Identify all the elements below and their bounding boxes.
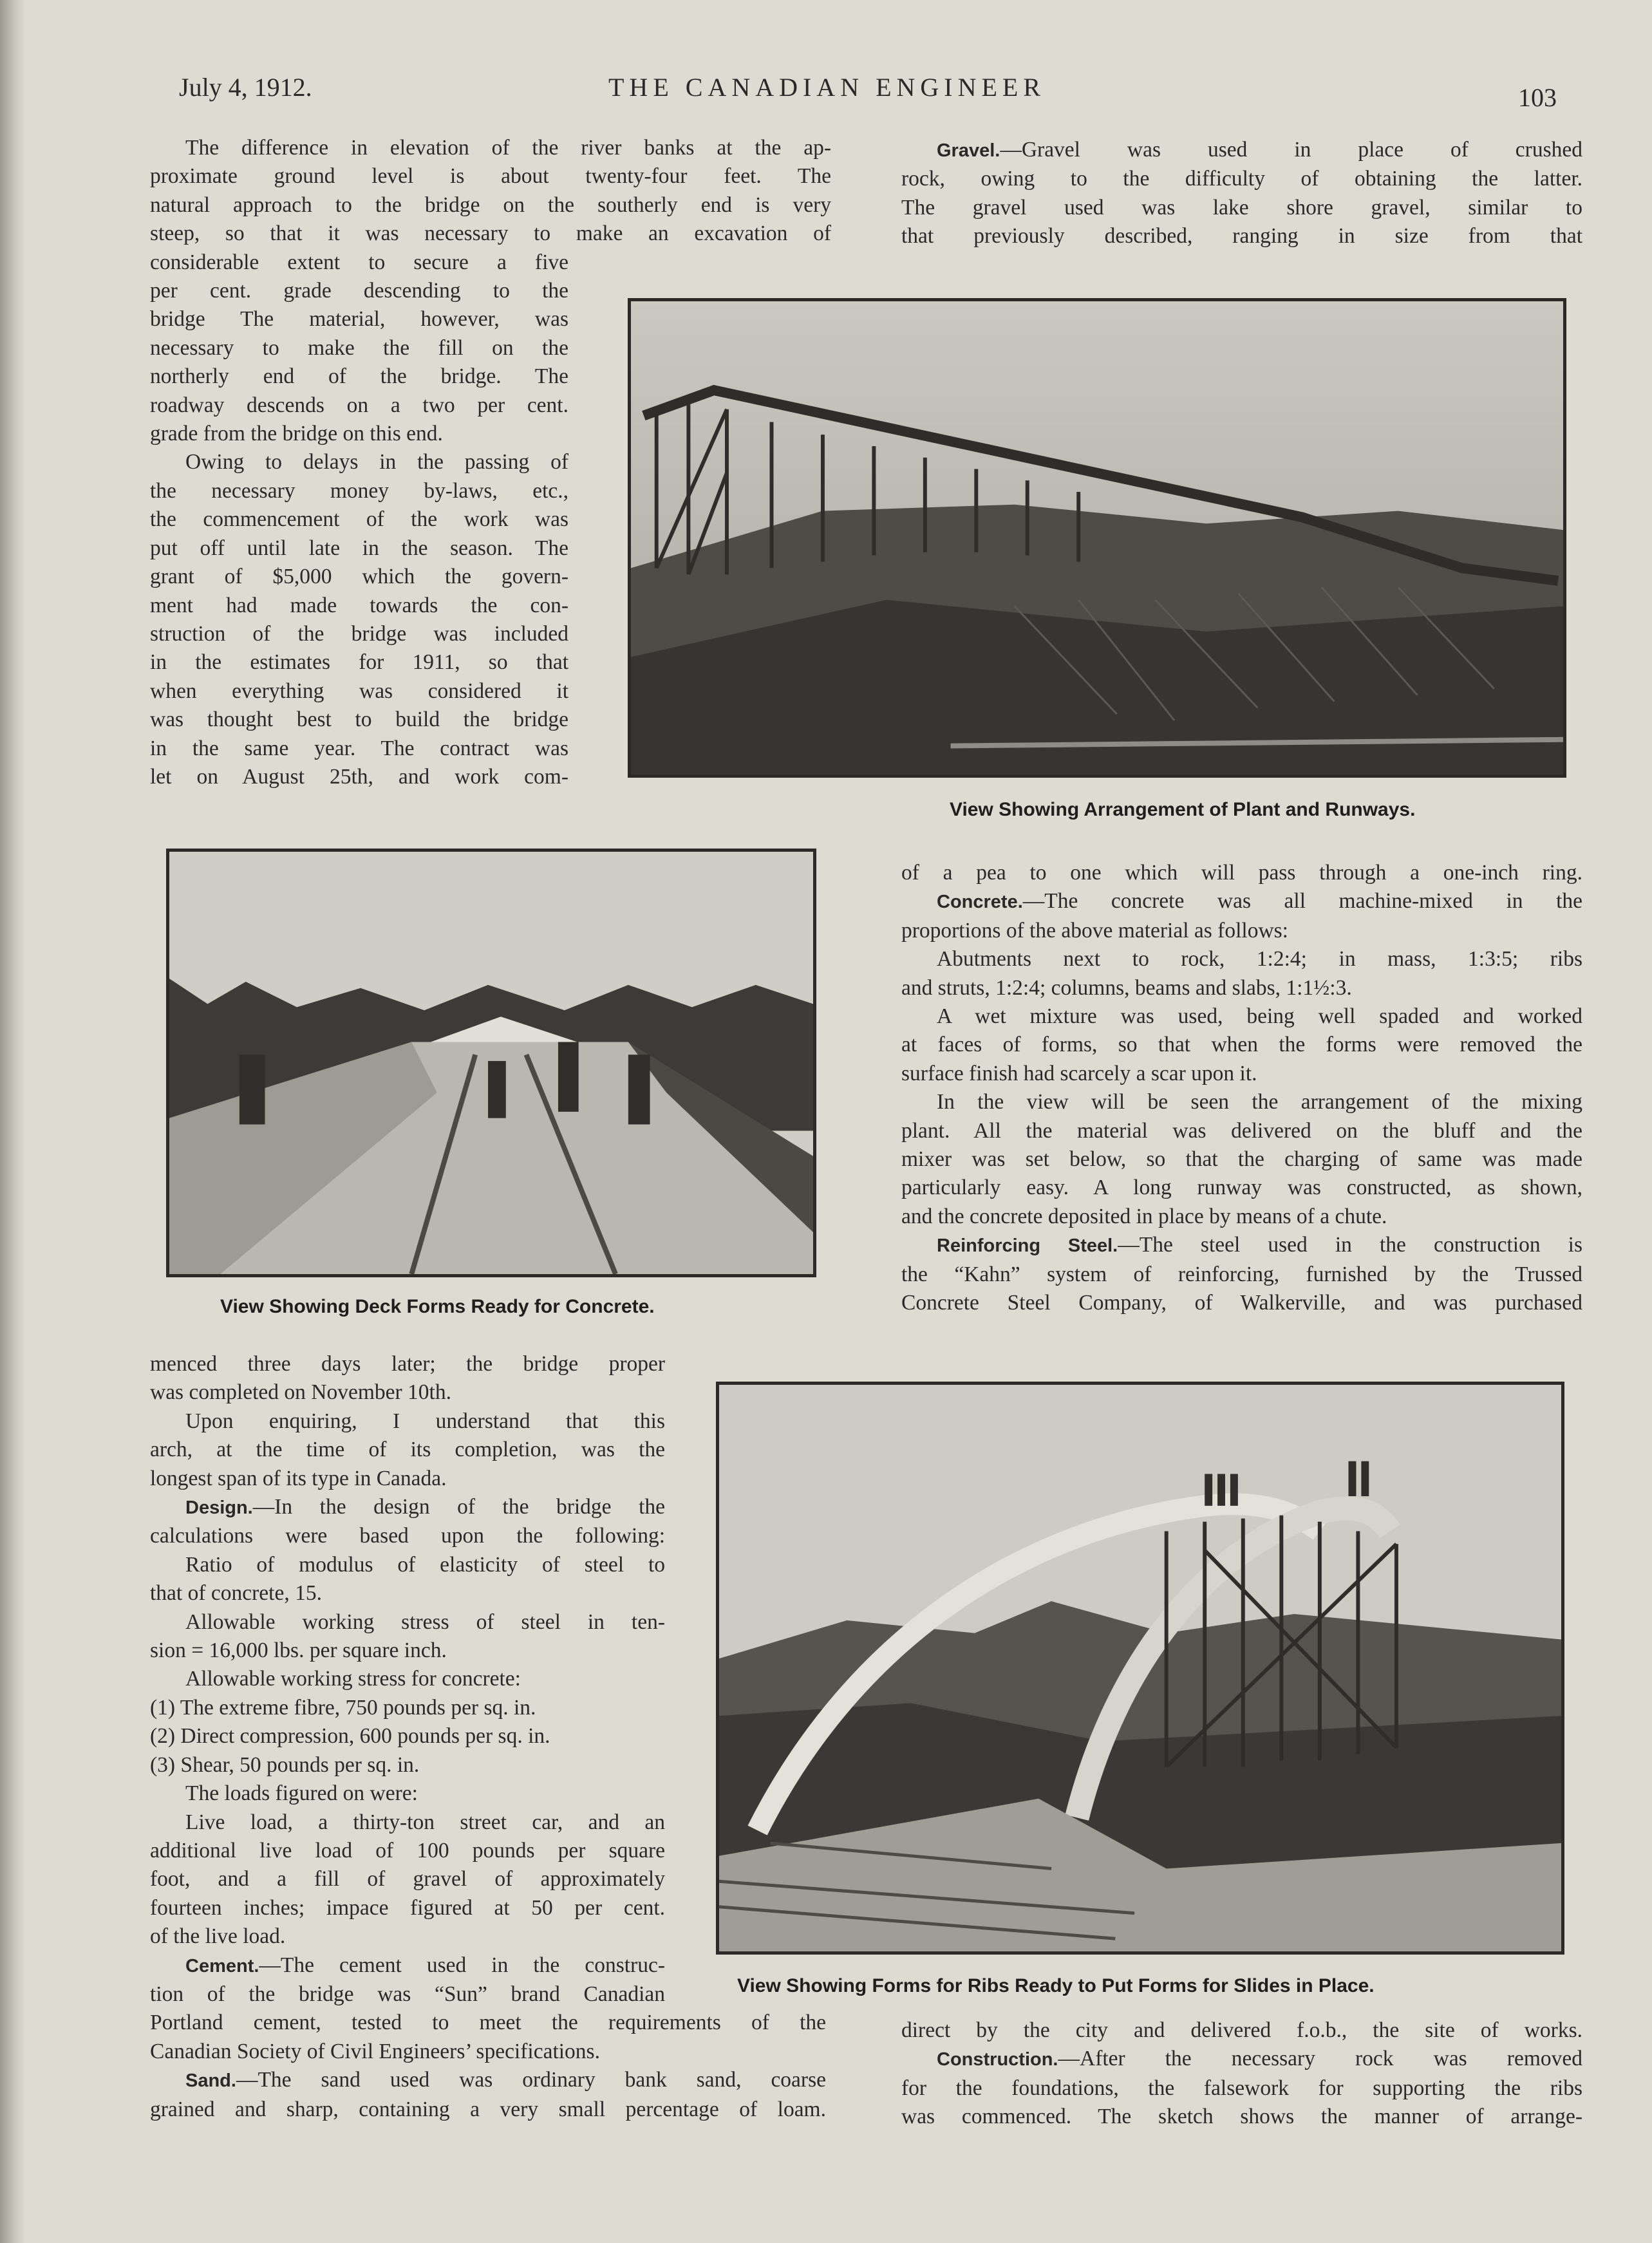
right-column-top-text <box>901 136 1582 251</box>
text-line: sion = 16,000 lbs. per square inch. <box>150 1638 447 1663</box>
concrete-heading: Concrete. <box>937 892 1023 913</box>
text-line: put off until late in the season. The <box>150 536 568 560</box>
text-line: was completed on November 10th. <box>150 1380 451 1405</box>
text-line: Allowable working stress for concrete: <box>185 1667 521 1691</box>
text-line: grained and sharp, containing a very small percentage of loam. <box>150 2097 826 2121</box>
text-line: Ratio of modulus of elasticity of steel to <box>185 1552 665 1577</box>
photo-plant-and-runways <box>628 298 1566 778</box>
text-line: mixer was set below, so that the charging of same was made <box>901 1147 1582 1172</box>
text-line: Portland cement, tested to meet the requirements of the <box>150 2011 826 2035</box>
right-column-mid-text <box>901 859 1582 1318</box>
text-line: The gravel used was lake shore gravel, similar to <box>901 195 1582 220</box>
text-line: the “Kahn” system of reinforcing, furnished by the Trussed <box>901 1262 1582 1286</box>
right-column-bottom-text <box>901 2016 1582 2132</box>
left-column-bottom-text <box>150 1350 826 2124</box>
issue-date: July 4, 1912. <box>179 73 312 102</box>
text-line: (1) The extreme fibre, 750 pounds per sq. in. <box>150 1695 536 1720</box>
text-line: of the live load. <box>150 1924 286 1949</box>
text-line: ment had made towards the con- <box>150 593 568 617</box>
text-line: the necessary money by-laws, etc., <box>150 478 568 503</box>
text-line: (2) Direct compression, 600 pounds per sq. in. <box>150 1724 550 1749</box>
text-line: when everything was considered it <box>150 679 568 703</box>
text-line: natural approach to the bridge on the southerly end is very <box>150 192 831 217</box>
text-line: (3) Shear, 50 pounds per sq. in. <box>150 1752 420 1777</box>
text-line: tion of the bridge was “Sun” brand Canadian <box>150 1982 665 2006</box>
text-line: —The steel used in the construction is <box>1118 1233 1582 1257</box>
text-line: the commencement of the work was <box>150 507 568 532</box>
text-line: Canadian Society of Civil Engineers’ specifications. <box>150 2039 600 2063</box>
page-number: 103 <box>1518 83 1557 112</box>
construction-heading: Construction. <box>937 2049 1058 2070</box>
cement-heading: Cement. <box>185 1955 259 1976</box>
text-line: Upon enquiring, I understand that this <box>185 1409 665 1433</box>
text-line: particularly easy. A long runway was constructed, as shown, <box>901 1176 1582 1200</box>
journal-title: THE CANADIAN ENGINEER <box>608 73 1046 102</box>
reinforcing-steel-heading: Reinforcing Steel. <box>937 1235 1118 1257</box>
text-line: let on August 25th, and work com- <box>150 764 568 789</box>
text-line: proportions of the above material as follows: <box>901 918 1288 943</box>
sand-heading: Sand. <box>185 2070 236 2092</box>
text-line: roadway descends on a two per cent. <box>150 393 568 417</box>
text-line: Allowable working stress of steel in ten- <box>185 1610 665 1634</box>
text-line: northerly end of the bridge. The <box>150 364 568 389</box>
caption-plant-and-runways: View Showing Arrangement of Plant and Runways. <box>950 799 1416 820</box>
caption-rib-forms: View Showing Forms for Ribs Ready to Put Forms for Slides in Place. <box>737 1975 1375 1996</box>
text-line: fourteen inches; impace figured at 50 per cent. <box>150 1895 665 1920</box>
text-line: A wet mixture was used, being well spaded and worked <box>937 1004 1582 1029</box>
text-line: proximate ground level is about twenty-four feet. The <box>150 164 831 189</box>
text-line: —In the design of the bridge the <box>252 1495 665 1519</box>
text-line: plant. All the material was delivered on the bluff and the <box>901 1118 1582 1143</box>
photo-rib-forms <box>716 1382 1564 1955</box>
text-line: surface finish had scarcely a scar upon it. <box>901 1061 1257 1085</box>
text-line: rock, owing to the difficulty of obtaining the latter. <box>901 167 1582 191</box>
text-line: struction of the bridge was included <box>150 621 568 646</box>
text-line: steep, so that it was necessary to make an excavation of <box>150 221 831 246</box>
text-line: Live load, a thirty-ton street car, and an <box>185 1810 665 1834</box>
text-line: Owing to delays in the passing of <box>185 450 568 474</box>
design-heading: Design. <box>185 1497 253 1519</box>
text-line: additional live load of 100 pounds per square <box>150 1838 665 1863</box>
text-line: of a pea to one which will pass through a one-inch ring. <box>901 861 1582 885</box>
text-line: longest span of its type in Canada. <box>150 1466 447 1490</box>
text-line: —The cement used in the construc- <box>259 1953 665 1977</box>
text-line: foot, and a fill of gravel of approximately <box>150 1867 665 1891</box>
text-line: The difference in elevation of the river banks at the ap- <box>185 136 831 160</box>
text-line: that of concrete, 15. <box>150 1581 322 1606</box>
text-line: considerable extent to secure a five <box>150 250 568 274</box>
text-line: arch, at the time of its completion, was the <box>150 1438 665 1462</box>
text-line: grade from the bridge on this end. <box>150 422 443 446</box>
text-line: bridge The material, however, was <box>150 307 568 332</box>
caption-deck-forms: View Showing Deck Forms Ready for Concrete. <box>220 1296 655 1317</box>
text-line: Abutments next to rock, 1:2:4; in mass, 1:3:5; ribs <box>937 947 1582 971</box>
page-spine-shadow <box>0 0 26 2243</box>
text-line: per cent. grade descending to the <box>150 279 568 303</box>
text-line: and the concrete deposited in place by means of a chute. <box>901 1204 1387 1228</box>
text-line: was thought best to build the bridge <box>150 708 568 732</box>
text-line: —After the necessary rock was removed <box>1058 2047 1582 2071</box>
gravel-heading: Gravel. <box>937 140 1000 161</box>
text-line: —Gravel was used in place of crushed <box>1000 138 1582 162</box>
text-line: in the estimates for 1911, so that <box>150 650 568 675</box>
text-line: and struts, 1:2:4; columns, beams and slabs, 1:1½:3. <box>901 975 1352 1000</box>
text-line: necessary to make the fill on the <box>150 335 568 360</box>
text-line: was commenced. The sketch shows the manner of arrange- <box>901 2105 1582 2129</box>
text-line: in the same year. The contract was <box>150 736 568 760</box>
text-line: direct by the city and delivered f.o.b., the site of works. <box>901 2018 1582 2042</box>
text-line: —The sand used was ordinary bank sand, coarse <box>236 2068 826 2092</box>
text-line: for the foundations, the falsework for supporting the ribs <box>901 2076 1582 2100</box>
text-line: In the view will be seen the arrangement of the mixing <box>937 1090 1582 1114</box>
text-line: The loads figured on were: <box>185 1781 418 1806</box>
text-line: that previously described, ranging in size from that <box>901 224 1582 249</box>
text-line: calculations were based upon the following: <box>150 1524 665 1548</box>
text-line: Concrete Steel Company, of Walkerville, and was purchased <box>901 1291 1582 1315</box>
photo-deck-forms <box>166 849 816 1277</box>
text-line: grant of $5,000 which the govern- <box>150 565 568 589</box>
text-line: menced three days later; the bridge proper <box>150 1352 665 1376</box>
text-line: at faces of forms, so that when the forms were removed the <box>901 1033 1582 1057</box>
text-line: —The concrete was all machine-mixed in the <box>1022 889 1582 914</box>
